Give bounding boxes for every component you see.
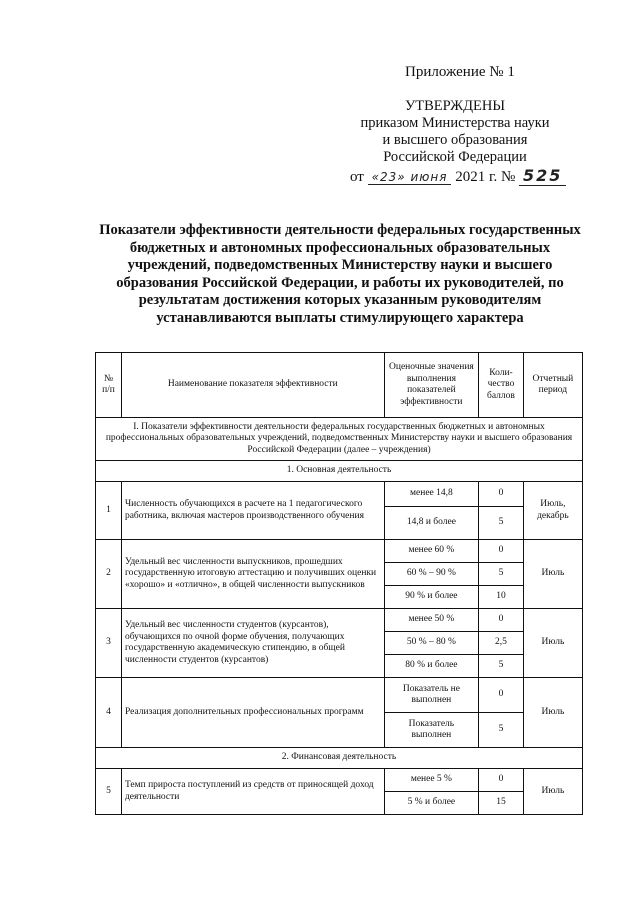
indicator-value: менее 50 % <box>384 609 478 632</box>
subsection-2-title: 2. Финансовая деятельность <box>96 748 583 769</box>
row-number: 1 <box>96 482 122 540</box>
indicator-name: Реализация дополнительных профессиональных программ <box>121 678 384 748</box>
order-date-line <box>350 166 566 186</box>
header-points: Коли-чество баллов <box>479 353 524 418</box>
section-1-title: I. Показатели эффективности деятельности федеральных государственных бюджетных и автономных профессиональных образовательных учреждений, подведомственных Министерству науки и высшего образования Российской Федерации (далее – учреждения) <box>96 418 583 461</box>
handwritten-order-number: 525 <box>519 166 566 186</box>
header-name: Наименование показателя эффективности <box>121 353 384 418</box>
indicator-name: Удельный вес численности выпускников, прошедших государственную итоговую аттестацию и получивших оценки «хорошо» и «отлично», в общей численности выпускников <box>121 540 384 609</box>
header-values: Оценочные значения выполнения показателей эффективности <box>384 353 478 418</box>
table-row <box>96 678 583 713</box>
indicator-points: 0 <box>479 482 524 507</box>
table-row <box>96 609 583 632</box>
indicator-value: 60 % – 90 % <box>384 563 478 586</box>
handwritten-date: «23» июня <box>368 170 452 185</box>
indicator-points: 5 <box>479 713 524 748</box>
indicator-value: 14,8 и более <box>384 507 478 540</box>
appendix-label: Приложение № 1 <box>405 64 515 80</box>
section-row <box>96 418 583 461</box>
indicator-value: Показатель не выполнен <box>384 678 478 713</box>
indicator-value: 80 % и более <box>384 655 478 678</box>
order-year: 2021 г. № <box>455 169 516 185</box>
indicator-points: 5 <box>479 563 524 586</box>
indicator-points: 0 <box>479 540 524 563</box>
indicator-value: 5 % и более <box>384 792 478 815</box>
row-number: 3 <box>96 609 122 678</box>
indicator-points: 5 <box>479 507 524 540</box>
order-line-2: и высшего образования <box>382 132 528 148</box>
reporting-period: Июль <box>523 609 582 678</box>
document-title: Показатели эффективности деятельности федеральных государственных бюджетных и автономных профессиональных образовательных учреждений, подведомственных Министерству науки и высшего образования Российской Федерации, и работы их руководителей, по результатам достижения которых указанным руководителям устанавливаются выплаты стимулирующего характера <box>99 222 581 326</box>
subsection-row <box>96 461 583 482</box>
table-row <box>96 540 583 563</box>
approval-block <box>330 98 580 166</box>
row-number: 4 <box>96 678 122 748</box>
subsection-row <box>96 748 583 769</box>
kpi-table <box>95 352 583 815</box>
reporting-period: Июль <box>523 769 582 815</box>
indicator-points: 10 <box>479 586 524 609</box>
approved-heading: УТВЕРЖДЕНЫ <box>404 98 506 114</box>
indicator-name: Темп прироста поступлений из средств от приносящей доход деятельности <box>121 769 384 815</box>
indicator-value: менее 5 % <box>384 769 478 792</box>
indicator-value: менее 14,8 <box>384 482 478 507</box>
indicator-points: 0 <box>479 678 524 713</box>
indicator-points: 0 <box>479 769 524 792</box>
indicator-points: 2,5 <box>479 632 524 655</box>
header-no: № п/п <box>96 353 122 418</box>
table-row <box>96 482 583 507</box>
indicator-value: Показатель выполнен <box>384 713 478 748</box>
header-period: Отчетный период <box>523 353 582 418</box>
order-line-1: приказом Министерства науки <box>360 115 550 131</box>
indicator-value: 50 % – 80 % <box>384 632 478 655</box>
table-row <box>96 769 583 792</box>
order-line-3: Российской Федерации <box>383 149 527 165</box>
indicator-name: Численность обучающихся в расчете на 1 педагогического работника, включая мастеров производственного обучения <box>121 482 384 540</box>
indicator-points: 5 <box>479 655 524 678</box>
indicator-points: 15 <box>479 792 524 815</box>
date-prefix: от <box>350 169 364 185</box>
subsection-1-title: 1. Основная деятельность <box>96 461 583 482</box>
row-number: 5 <box>96 769 122 815</box>
table-header-row <box>96 353 583 418</box>
indicator-points: 0 <box>479 609 524 632</box>
indicator-value: 90 % и более <box>384 586 478 609</box>
reporting-period: Июль <box>523 678 582 748</box>
reporting-period: Июль <box>523 540 582 609</box>
indicator-value: менее 60 % <box>384 540 478 563</box>
indicator-name: Удельный вес численности студентов (курсантов), обучающихся по очной форме обучения, получающих государственную академическую стипендию, в общей численности студентов (курсантов) <box>121 609 384 678</box>
row-number: 2 <box>96 540 122 609</box>
reporting-period: Июль, декабрь <box>523 482 582 540</box>
